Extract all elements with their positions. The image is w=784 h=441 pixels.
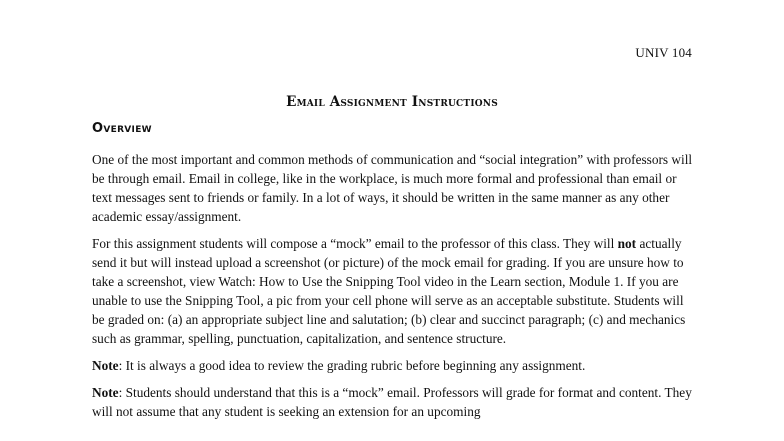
- paragraph-assignment: [92, 234, 696, 348]
- note-mock-email-label: Note: [92, 385, 119, 400]
- note-mock-email-text: : Students should understand that this is a “mock” email. Professors will grade for format and content. They will not assume that any student is seeking an extension for an upcoming: [92, 385, 692, 419]
- paragraph-assignment-part2: actually send it but will instead upload a screenshot (or picture) of the mock email for grading. If you are unsure how to take a screenshot, view Watch: How to Use the Snipping Tool video in the Learn section, Module 1. If you are unable to use the Snipping Tool, a pic from your cell phone will serve as an acceptable substitute. Students will be graded on: (a) an appropriate subject line and salutation; (b) clear and succinct paragraph; (c) and mechanics such as grammar, spelling, punctuation, capitalization, and sentence structure.: [92, 236, 686, 346]
- paragraph-intro: One of the most important and common methods of communication and “social integration” with professors will be through email. Email in college, like in the workplace, is much more formal and professional than email or text messages sent to friends or family. In a lot of ways, it should be written in the same manner as any other academic essay/assignment.: [92, 152, 693, 224]
- note-rubric-label: Note: [92, 358, 119, 373]
- section-heading-overview: Overview: [92, 121, 152, 136]
- note-mock-email: [92, 383, 696, 421]
- note-rubric: [92, 356, 696, 375]
- note-rubric-text: : It is always a good idea to review the grading rubric before beginning any assignment.: [118, 358, 586, 373]
- document-body: [92, 150, 696, 429]
- paragraph-assignment-part1: For this assignment students will compose a “mock” email to the professor of this class. They will: [92, 236, 618, 251]
- paragraph-assignment-emphasis: not: [617, 236, 637, 251]
- document-title: Email Assignment Instructions: [286, 94, 498, 110]
- course-code: UNIV 104: [635, 45, 692, 60]
